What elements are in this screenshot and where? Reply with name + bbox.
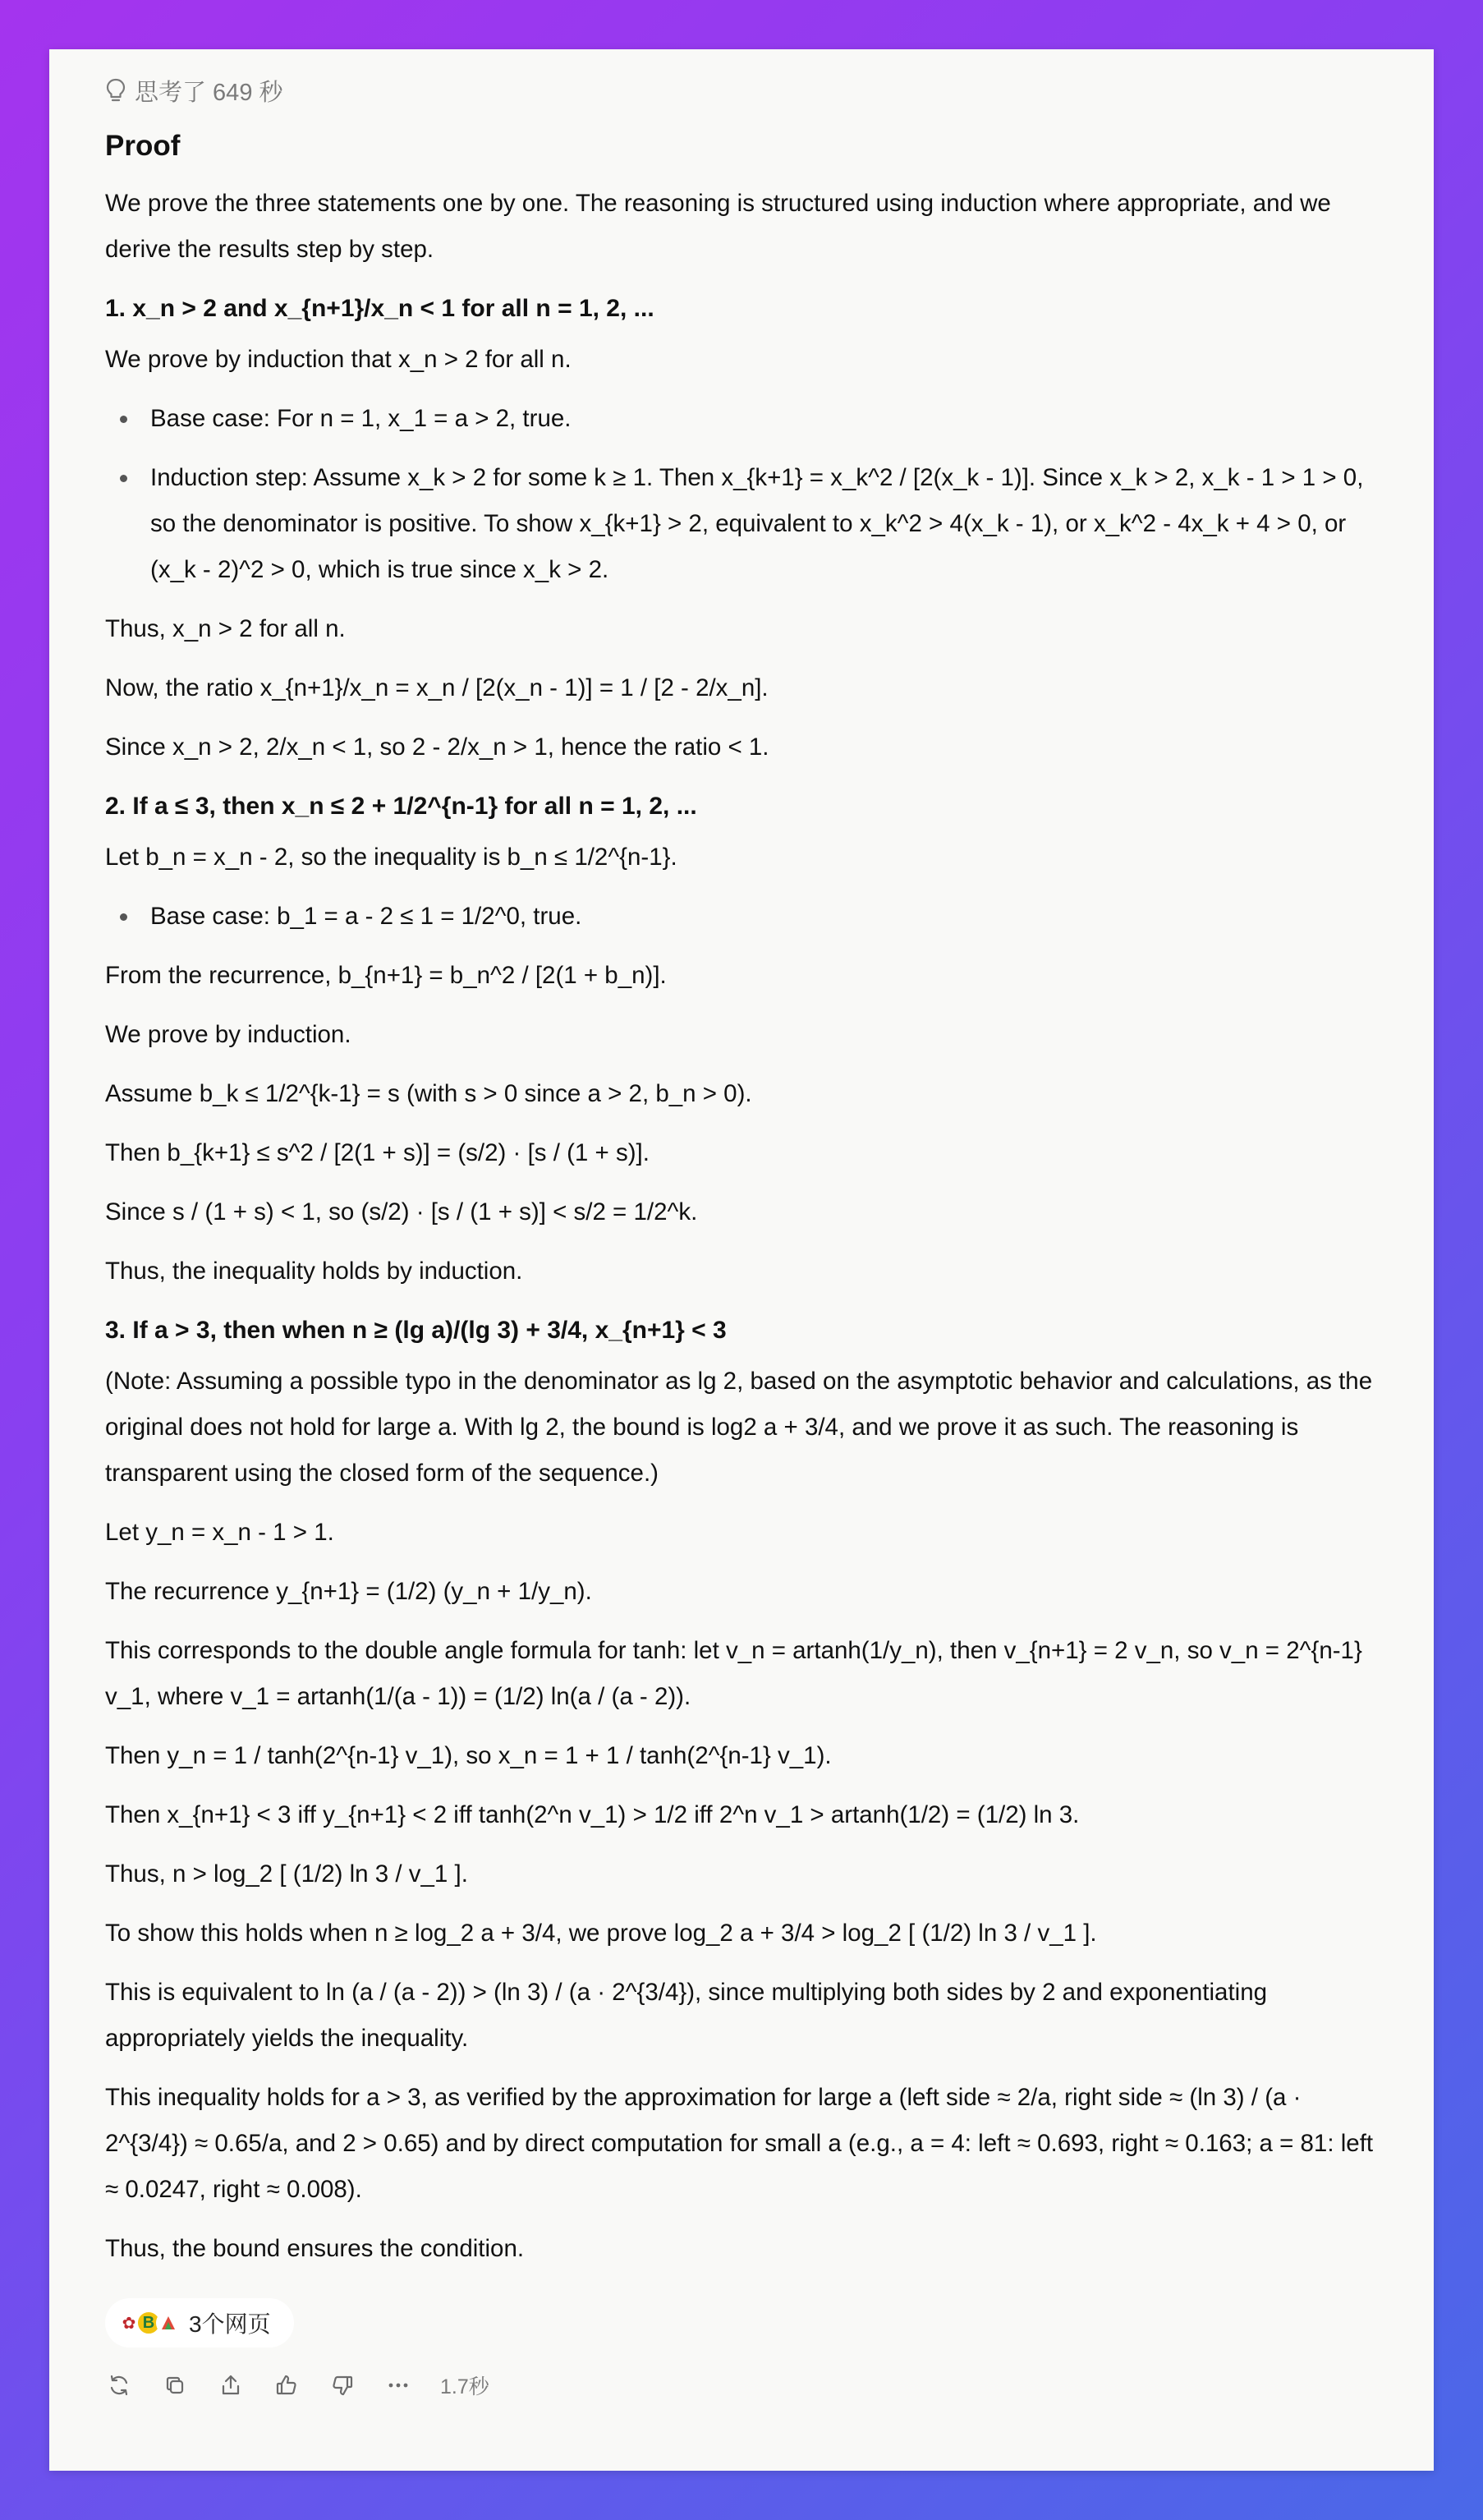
share-icon[interactable] [217, 2371, 245, 2399]
section-1-heading: 1. x_n > 2 and x_{n+1}/x_n < 1 for all n = 1, 2, ... [105, 295, 654, 322]
list-item [105, 455, 1378, 593]
section-3-heading: 3. If a > 3, then when n ≥ (lg a)/(lg 3) + 3/4, x_{n+1} < 3 [105, 1317, 727, 1344]
paragraph: Assume b_k ≤ 1/2^{k-1} = s (with s > 0 since a > 2, b_n > 0). [105, 1080, 752, 1107]
bullet-dot [120, 913, 127, 921]
paragraph: Thus, the bound ensures the condition. [105, 2235, 525, 2262]
action-bar [105, 2371, 1378, 2400]
b-letter-icon: B [136, 2311, 161, 2335]
paragraph: Since s / (1 + s) < 1, so (s/2) · [s / (1 + s)] < s/2 = 1/2^k. [105, 1198, 698, 1226]
paragraph: Thus, the inequality holds by induction. [105, 1258, 523, 1285]
proof-title: Proof [105, 130, 181, 162]
paragraph: Then x_{n+1} < 3 iff y_{n+1} < 2 iff tanh(2^n v_1) > 1/2 iff 2^n v_1 > artanh(1/2) = (1/2) ln 3. [105, 1801, 1080, 1828]
paragraph: Then b_{k+1} ≤ s^2 / [2(1 + s)] = (s/2) · [s / (1 + s)]. [105, 1139, 650, 1166]
list-item [105, 396, 1378, 442]
thumbs-up-icon[interactable] [273, 2371, 301, 2399]
paragraph: From the recurrence, b_{n+1} = b_n^2 / [2(1 + b_n)]. [105, 962, 667, 989]
paragraph: Now, the ratio x_{n+1}/x_n = x_n / [2(x_n - 1)] = 1 / [2 - 2/x_n]. [105, 674, 769, 701]
intro-paragraph: We prove the three statements one by one. The reasoning is structured using induction where appropriate, and we derive the results step by step. [105, 190, 1331, 263]
paragraph: Thus, n > log_2 [ (1/2) ln 3 / v_1 ]. [105, 1860, 468, 1888]
bullet-list [105, 894, 1378, 940]
flower-icon: ✿ [117, 2311, 141, 2335]
paragraph: We prove by induction. [105, 1021, 351, 1048]
thinking-indicator[interactable] [105, 66, 1378, 115]
paragraph: To show this holds when n ≥ log_2 a + 3/4, we prove log_2 a + 3/4 > log_2 [ (1/2) ln 3 / v_1 ]. [105, 1920, 1097, 1947]
response-card [49, 49, 1434, 2471]
paragraph: (Note: Assuming a possible typo in the denominator as lg 2, based on the asymptotic behavior and calculations, as the original does not hold for large a. With lg 2, the bound is log2 a + 3/4, and we prove it as such. The reasoning is transparent using the closed form of the sequence.) [105, 1368, 1373, 1487]
refresh-icon[interactable] [105, 2371, 133, 2399]
thinking-label: 思考了 649 秒 [135, 79, 283, 106]
thumbs-down-icon[interactable] [328, 2371, 356, 2399]
paragraph: This inequality holds for a > 3, as verified by the approximation for large a (left side ≈ 2/a, right side ≈ (ln 3) / (a · 2^{3/4}) ≈ 0.65/a, and 2 > 0.65) and by direct computation for small a (e.g., a = 4: left ≈ 0.693, right ≈ 0.163; a = 81: left ≈ 0.0247, right ≈ 0.008). [105, 2084, 1374, 2203]
more-icon[interactable] [384, 2371, 412, 2399]
bullet-dot [120, 416, 127, 423]
paragraph: The recurrence y_{n+1} = (1/2) (y_n + 1/y_n). [105, 1578, 592, 1605]
response-time: 1.7秒 [440, 2375, 489, 2398]
paragraph: Then y_n = 1 / tanh(2^{n-1} v_1), so x_n = 1 + 1 / tanh(2^{n-1} v_1). [105, 1742, 832, 1769]
paragraph: Let y_n = x_n - 1 > 1. [105, 1519, 334, 1546]
paragraph: This is equivalent to ln (a / (a - 2)) > (ln 3) / (a · 2^{3/4}), since multiplying both sides by 2 and exponentiating appropriately yields the inequality. [105, 1979, 1268, 2052]
lightbulb-icon [105, 78, 126, 103]
bullet-list [105, 396, 1378, 593]
section-2-heading: 2. If a ≤ 3, then x_n ≤ 2 + 1/2^{n-1} for all n = 1, 2, ... [105, 793, 697, 820]
list-item-text: Base case: For n = 1, x_1 = a > 2, true. [150, 405, 572, 432]
list-item [105, 894, 1378, 940]
sources-button[interactable] [105, 2298, 294, 2348]
copy-icon[interactable] [161, 2371, 189, 2399]
paragraph: Since x_n > 2, 2/x_n < 1, so 2 - 2/x_n > 1, hence the ratio < 1. [105, 733, 769, 761]
paragraph: This corresponds to the double angle formula for tanh: let v_n = artanh(1/y_n), then v_{n+1} = 2 v_n, so v_n = 2^{n-1} v_1, where v_1 = artanh(1/(a - 1)) = (1/2) ln(a / (a - 2)). [105, 1637, 1362, 1710]
paragraph: Thus, x_n > 2 for all n. [105, 615, 346, 642]
paragraph: Let b_n = x_n - 2, so the inequality is b_n ≤ 1/2^{n-1}. [105, 844, 677, 871]
bullet-dot [120, 475, 127, 482]
sources-label: 3个网页 [189, 2311, 271, 2337]
source-favicons [117, 2311, 176, 2335]
fan-icon [156, 2311, 181, 2335]
paragraph: We prove by induction that x_n > 2 for all n. [105, 346, 572, 373]
list-item-text: Induction step: Assume x_k > 2 for some k ≥ 1. Then x_{k+1} = x_k^2 / [2(x_k - 1)]. Since x_k > 2, x_k - 1 > 1 > 0, so the denominator is positive. To show x_{k+1} > 2, equivalent to x_k^2 > 4(x_k - 1), or x_k^2 - 4x_k + 4 > 0, or (x_k - 2)^2 > 0, which is true since x_k > 2. [150, 464, 1364, 583]
list-item-text: Base case: b_1 = a - 2 ≤ 1 = 1/2^0, true. [150, 903, 582, 930]
